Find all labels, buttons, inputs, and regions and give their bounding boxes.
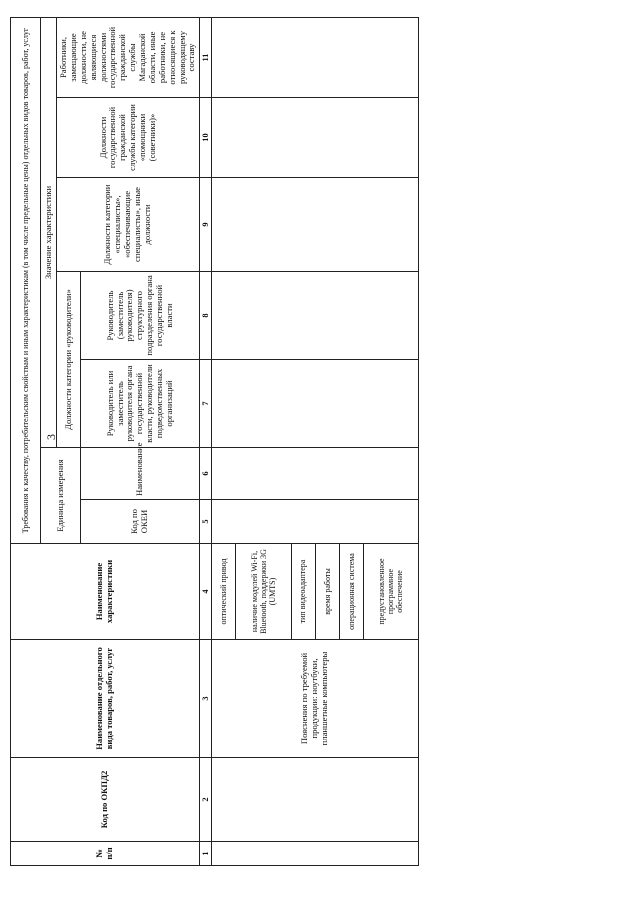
header-requirements: Требования к качеству, потребительским свойствам и иным характеристикам (в том числе предельные цены) отдельных видов товаров, работ, услуг [11, 18, 41, 544]
characteristic-row: время работы [315, 544, 339, 640]
column-number: 4 [200, 544, 212, 640]
header-unit-name: Наименование [81, 448, 200, 500]
column-number: 2 [200, 758, 212, 842]
column-number: 10 [200, 98, 212, 178]
header-no: № п/п [11, 842, 200, 866]
header-okei: Код по ОКЕИ [81, 500, 200, 544]
column-number: 5 [200, 500, 212, 544]
cell-product: Пояснения по требуемой продукции: ноутбуки, планшетные компьютеры [212, 640, 419, 758]
column-number: 11 [200, 18, 212, 98]
characteristic-row: предустановленное программное обеспечение [363, 544, 418, 640]
cell-col11 [212, 18, 419, 98]
column-number: 6 [200, 448, 212, 500]
cell-no [212, 842, 419, 866]
column-number: 3 [200, 640, 212, 758]
requirements-table-sheet [10, 18, 419, 866]
header-characteristic-name: Наименование характеристики [11, 544, 200, 640]
column-number: 1 [200, 842, 212, 866]
characteristic-row: тип видеоадаптера [291, 544, 315, 640]
cell-col8 [212, 272, 419, 360]
cell-unit-name [212, 448, 419, 500]
column-number: 7 [200, 360, 212, 448]
header-okpd2: Код по ОКПД2 [11, 758, 200, 842]
header-unit: Единица измерения [41, 448, 81, 544]
header-col9: Должности категории «специалисты», «обеспечивающие специалисты», иные должности [57, 178, 200, 272]
header-managers-group: Должности категории «руководители» [57, 272, 81, 448]
header-values: Значение характеристики [41, 18, 57, 448]
cell-okei [212, 500, 419, 544]
header-col8: Руководитель (заместитель руководителя) структурного подразделения органа государственной власти [81, 272, 200, 360]
header-col7: Руководитель или заместитель руководителя органа государственной власти, руководители подведомственных организаций [81, 360, 200, 448]
characteristic-row: операционная система [339, 544, 363, 640]
header-col11: Работники, замещающие должности, не являющиеся должностями государственной гражданской службы Магаданской области, иные работники, не относящиеся к руководящему составу [57, 18, 200, 98]
column-number: 8 [200, 272, 212, 360]
page-number: 3 [44, 434, 58, 440]
header-col10: Должности государственной гражданской службы категории «помощники (советники)» [57, 98, 200, 178]
characteristic-row: наличие модулей Wi-Fi, Bluetooth, поддержки 3G (UMTS) [236, 544, 291, 640]
cell-col10 [212, 98, 419, 178]
cell-col9 [212, 178, 419, 272]
header-product-name: Наименование отдельного вида товаров, работ, услуг [11, 640, 200, 758]
characteristic-row: оптический привод [212, 544, 236, 640]
cell-okpd2 [212, 758, 419, 842]
column-number: 9 [200, 178, 212, 272]
requirements-table [10, 17, 419, 866]
cell-col7 [212, 360, 419, 448]
